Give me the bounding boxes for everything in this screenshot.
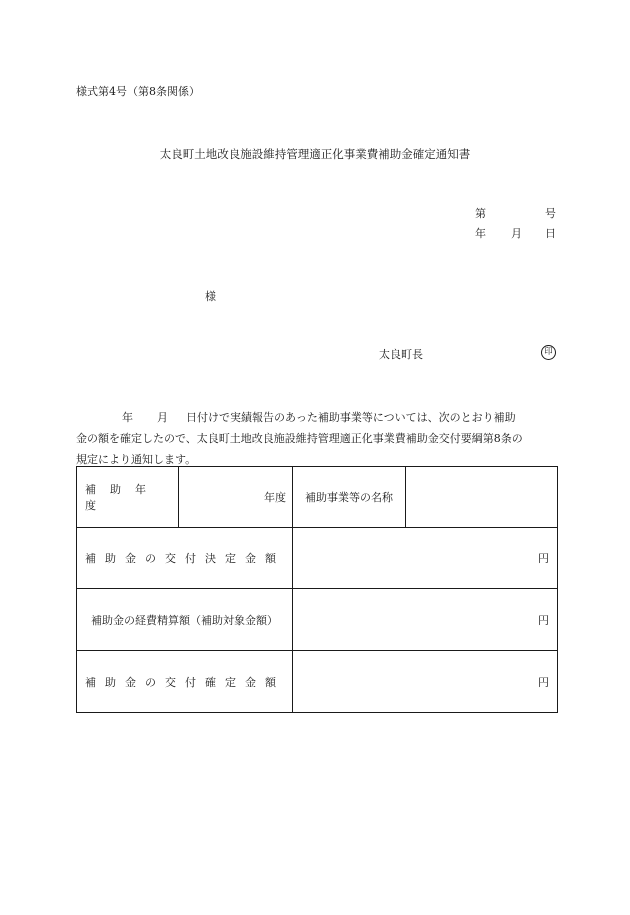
expense-amount-label: 補助金の経費精算額（補助対象金額） [77,589,293,651]
confirmed-amount-label: 補助金の交付確定金額 [77,651,293,713]
doc-number-dai: 第 [475,207,486,220]
recipient-suffix: 様 [205,290,216,303]
subsidy-table [76,466,558,713]
project-name-value[interactable] [406,467,558,528]
issuer-name: 太良町長 [379,348,423,361]
table-row [77,589,558,651]
document-title: 太良町土地改良施設維持管理適正化事業費補助金確定通知書 [159,147,471,161]
body-text [76,407,560,470]
date-day: 日 [545,227,556,240]
fiscal-year-unit: 年度 [264,491,286,504]
table-row [77,528,558,589]
date-year: 年 [475,227,486,240]
body-line-1 [76,407,560,428]
body-month: 月 [157,411,168,424]
confirmed-amount-value[interactable] [293,651,558,713]
expense-amount-value[interactable] [293,589,558,651]
project-name-label: 補助事業等の名称 [293,467,406,528]
body-line-3: 規定により通知します。 [76,453,197,466]
fiscal-year-value[interactable] [179,467,293,528]
date-month: 月 [511,227,522,240]
body-year: 年 [122,411,133,424]
decision-amount-label: 補助金の交付決定金額 [77,528,293,589]
table-row [77,651,558,713]
table-row [77,467,558,528]
yen-unit: 円 [538,613,549,627]
form-number: 様式第4号（第8条関係） [76,85,200,98]
fiscal-year-label: 補助年度 [77,467,179,528]
decision-amount-value[interactable] [293,528,558,589]
seal-stamp: 印 [541,345,556,360]
yen-unit: 円 [538,552,549,565]
doc-number-go: 号 [545,207,556,220]
body-line-2: 金の額を確定したので、太良町土地改良施設維持管理適正化事業費補助金交付要綱第8条の [76,432,523,445]
yen-unit: 円 [538,675,549,689]
body-line-1-rest: 日付けで実績報告のあった補助事業等については、次のとおり補助 [186,411,516,424]
